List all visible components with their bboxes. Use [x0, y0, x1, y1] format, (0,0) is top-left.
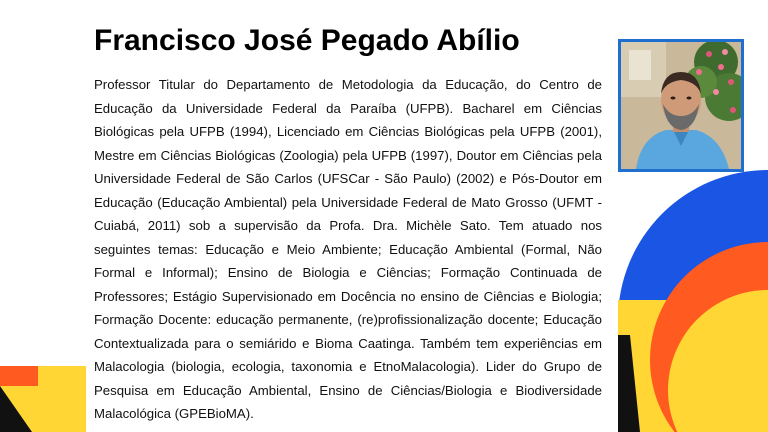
portrait-illustration: [621, 42, 741, 169]
black-wedge: [618, 335, 640, 432]
yellow-arc: [668, 290, 768, 432]
orange-arc: [650, 242, 768, 432]
portrait-photo: [618, 39, 744, 172]
black-triangle: [0, 386, 32, 432]
blue-arc: [618, 170, 768, 432]
biography-text: Professor Titular do Departamento de Metodologia da Educação, do Centro de Educação da Universidade Federal da Paraíba (UFPB). Bacharel em Ciências Biológicas pela UFPB (1994), Licenciado em Ciências Biológicas pela UFPB (2001), Mestre em Ciências Biológicas (Zoologia) pela UFPB (1997), Doutor em Ciências pela Universidade Federal de São Carlos (UFSCar - São Paulo) (2002) e Pós-Doutor em Educação (Educação Ambiental) pela Universidade Federal de Mato Grosso (UFMT - Cuiabá, 2011) sob a supervisão da Profa. Dra. Michèle Sato. Tem atuado nos seguintes temas: Educação e Meio Ambiente; Educação Ambiental (Formal, Não Formal e Informal); Ensino de Biologia e Ciências; Formação Continuada de Professores; Estágio Supervisionado em Docência no ensino de Ciências e Biologia; Formação Docente: educação permanente, (re)profissionalização docente; Educação Contextualizada para o semiárido e Bioma Caatinga. Também tem experiências em Malacologia (biologia, ecologia, taxonomia e EtnoMalacologia). Lider do Grupo de Pesquisa em Educação Ambiental, Ensino de Ciências/Biologia e Biodiversidade Malacológica (GPEBioMA).: [94, 77, 602, 421]
orange-block: [0, 366, 38, 386]
page-title: Francisco José Pegado Abílio: [94, 24, 520, 57]
yellow-band: [618, 300, 768, 432]
yellow-block: [0, 366, 86, 432]
